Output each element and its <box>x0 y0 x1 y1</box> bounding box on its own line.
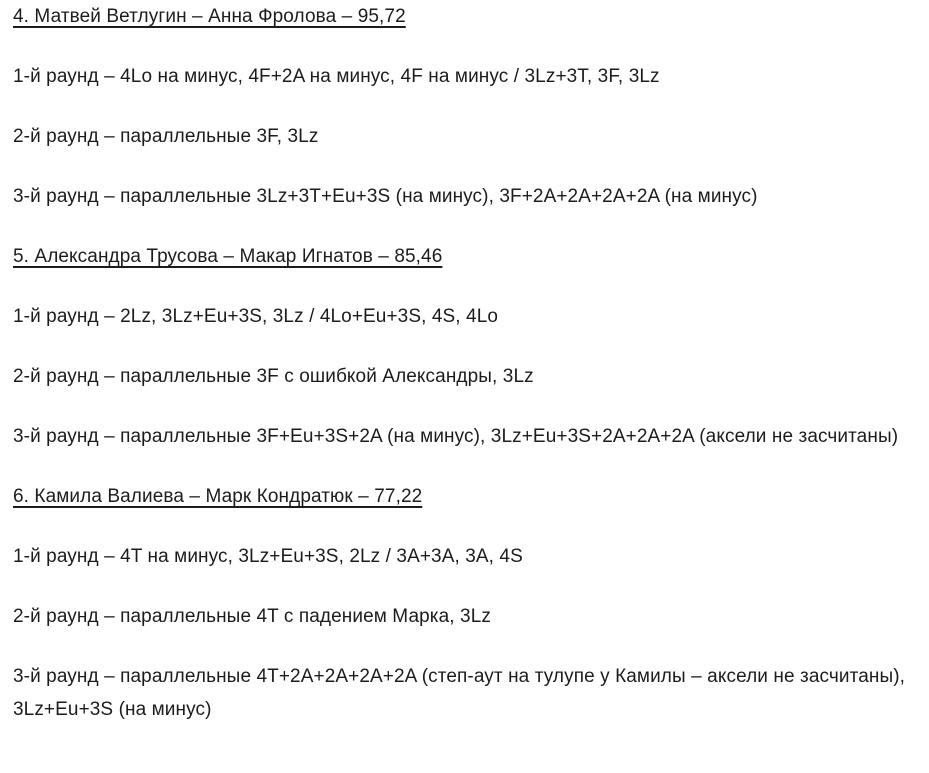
round-3-line: 3-й раунд – параллельные 3Lz+3T+Eu+3S (на минус), 3F+2A+2A+2A+2A (на минус) <box>13 186 758 207</box>
round-3-line: 3-й раунд – параллельные 4T+2A+2A+2A+2A (степ-аут на тулупе у Камилы – аксели не засчитаны), 3Lz+Eu+3S (на минус) <box>13 666 906 720</box>
round-2-line: 2-й раунд – параллельные 3F с ошибкой Александры, 3Lz <box>13 366 534 387</box>
round-2-line: 2-й раунд – параллельные 3F, 3Lz <box>13 126 319 147</box>
pair-heading: 4. Матвей Ветлугин – Анна Фролова – 95,72 <box>13 6 406 27</box>
round-1-line: 1-й раунд – 4Lo на минус, 4F+2A на минус, 4F на минус / 3Lz+3T, 3F, 3Lz <box>13 66 660 87</box>
pair-entry-5 <box>13 240 913 453</box>
round-2-line: 2-й раунд – параллельные 4T с падением Марка, 3Lz <box>13 606 491 627</box>
round-1-line: 1-й раунд – 4T на минус, 3Lz+Eu+3S, 2Lz / 3A+3A, 3A, 4S <box>13 546 523 567</box>
pair-heading: 6. Камила Валиева – Марк Кондратюк – 77,22 <box>13 486 423 507</box>
round-3-line: 3-й раунд – параллельные 3F+Eu+3S+2A (на минус), 3Lz+Eu+3S+2A+2A+2A (аксели не засчитаны) <box>13 426 899 447</box>
pair-heading: 5. Александра Трусова – Макар Игнатов – 85,46 <box>13 246 443 267</box>
pair-entry-6 <box>13 480 913 726</box>
round-1-line: 1-й раунд – 2Lz, 3Lz+Eu+3S, 3Lz / 4Lo+Eu+3S, 4S, 4Lo <box>13 306 499 327</box>
pair-entry-4 <box>13 0 913 213</box>
